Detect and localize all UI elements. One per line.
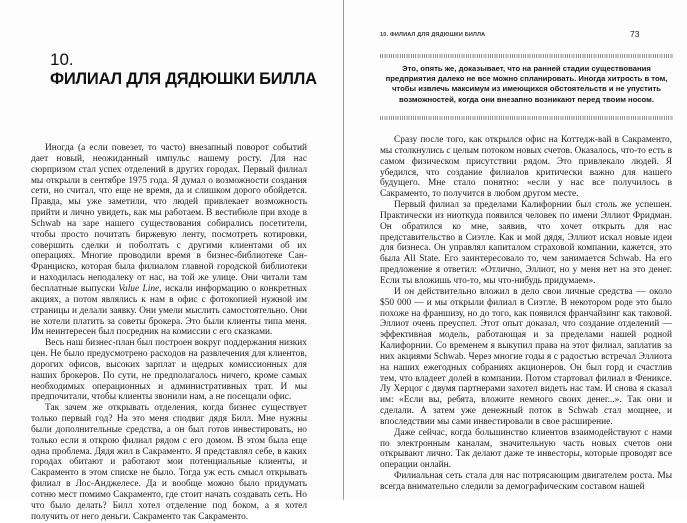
paragraph: Так зачем же открывать отделения, когда бизнес существует только первый год? На это меня сподвиг дядя Билл. Мне нужны были дополнительные средства, а он был готов инвестировать, но только если я открою филиал рядом с его домом. В этом была еще одна проблема. Дядя жил в Сакраменто. Я представлял себе, в каких городах обитают и работают мои потенциальные клиенты, и Сакраменто в этом списке не было. Тогда уж есть смысл открывать филиал в Лос-Анджелесе. Да и вообще можно было придумать сотню мест помимо Сакраменто, где стоит начать создавать сеть. Но что было делать? Билл хотел отделение под боком, а я хотел получить от него деньги. Сакраменто так Сакраменто. xyxy=(31,403,307,522)
chapter-number: 10. xyxy=(50,50,74,69)
left-page-body xyxy=(31,143,307,523)
running-head: 10. ФИЛИАЛ ДЛЯ ДЯДЮШКИ БИЛЛА xyxy=(380,32,486,38)
right-page-body xyxy=(380,135,672,493)
publication-title: Value Line xyxy=(118,283,160,294)
pull-quote-rule-top xyxy=(380,54,673,58)
paragraph: Иногда (а если повезет, то часто) внезапный поворот событий дает новый, неожиданный импульс нашему росту. Для нас сюрпризом стал успех отделений в других городах. Первый филиал мы открыли в сентябре 1975 года. Я думал о возможности создания сети, но считал, что еще не время, да и слишком дорого обойдется. Правда, мы уже заметили, что людей привлекает возможность прийти и лично увидеть, как мы работаем. В вестибюле при входе в Schwab на заре нашего существования собирались посетители, чтобы просто почитать биржевую ленту, посмотреть котировки, совершить сделки и поболтать с другими клиентами об их операциях. Многие проводили время в бизнес-библиотеке Сан-Франциско, которая была филиалом главной городской библиотеки и находилась неподалеку от нас, на той же улице. Они читали там бесплатные выпуски Value Line, искали информацию о конкретных акциях, а потом являлись к нам в офис с фотокопией нужной им страницы и делали заявку. Они умели мыслить самостоятельно. Они не хотели платить за советы брокера. Это были клиенты типа меня. Им неинтересен был посредник на комиссии с его сказками. xyxy=(31,143,308,338)
page-number: 73 xyxy=(630,29,640,39)
paragraph: Сразу после того, как открылся офис на Коттедж-вай в Сакраменто, мы столкнулись с целым потоком новых счетов. Оказалось, что-то есть в самом физическом присутствии рядом. Это привлекало людей. Я убедился, что создание филиалов критически важно для нашего будущего. Мне стало понятно: «если у нас все получилось в Сакраменто, то получится в любом другом месте. xyxy=(380,135,672,200)
paragraph: Даже сейчас, когда большинство клиентов взаимодействуют с нами по электронным каналам, значительную часть новых счетов они открывают лично. Так делают даже те инвесторы, которые проводят все операции онлайн. xyxy=(380,427,672,471)
chapter-title: ФИЛИАЛ ДЛЯ ДЯДЮШКИ БИЛЛА xyxy=(50,70,317,88)
pull-quote: Это, опять же, доказывает, что на ранней стадии существования предприятия далеко не все можно спланировать. Иногда хитрость в том, чтобы извлечь максимум из имеющихся обстоятельств и не упустить возможностей, когда они внезапно возникают перед твоим носом. xyxy=(385,64,668,104)
paragraph: Первый филиал за пределами Калифорнии был столь же успешен. Практически из ниоткуда появился человек по имени Эллиот Фридман. Он обратился ко мне, заявив, что хочет открыть для нас представительство в Сиэтле. Как и мой дядя, Эллиот искал новые идеи для бизнеса. Он управлял капиталом страховой компании, кажется, это была All State. Его заинтересовало то, чем занимается Schwab. На его предложение я ответил: «Отлично, Эллиот, но у меня нет на это денег. Если ты вложишь что-то, мы что-нибудь придумаем». xyxy=(380,200,672,286)
paragraph: Весь наш бизнес-план был построен вокруг поддержания низких цен. Не было предусмотрено расходов на развлечения для клиентов, дорогих офисов, высоких зарплат и щедрых комиссионных для наших брокеров. По сути, не предполагалось ничего, кроме самых необходимых операционных и административных трат. И мы предпочитали, чтобы клиенты звонили нам, а не посещали офис. xyxy=(31,338,307,403)
left-page xyxy=(0,0,343,522)
paragraph: Филиальная сеть стала для нас потрясающим двигателем роста. Мы всегда внимательно следили за демографическим составом нашей xyxy=(380,471,672,492)
paragraph: И он действительно вложил в дело свои личные средства — около $50 000 — и мы открыли филиал в Сиэтле. В некотором роде это было похоже на франшизу, но до того, как появился франчайзинг как таковой. Эллиот очень преуспел. Этот опыт доказал, что создание отделений — эффективная модель, работающая и за пределами нашей родной Калифорнии. Со временем я выкупил права на этот филиал, заплатив за них акциями Schwab. Через многие годы я с радостью встречал Эллиота на наших ежегодных собраниях акционеров. Он был горд и счастлив тем, что владеет долей в компании. Потом стартовал филиал в Фениксе. Лу Херцог с двумя партнерами захотел видеть нас там. И снова я сказал им: «Если вы, ребята, вложите немного своих денег...». Так они и сделали. А затем уже денежный поток в Schwab стал мощнее, и впоследствии мы сами инвестировали в свое расширение. xyxy=(380,286,672,427)
pull-quote-rule-bottom xyxy=(380,116,673,120)
